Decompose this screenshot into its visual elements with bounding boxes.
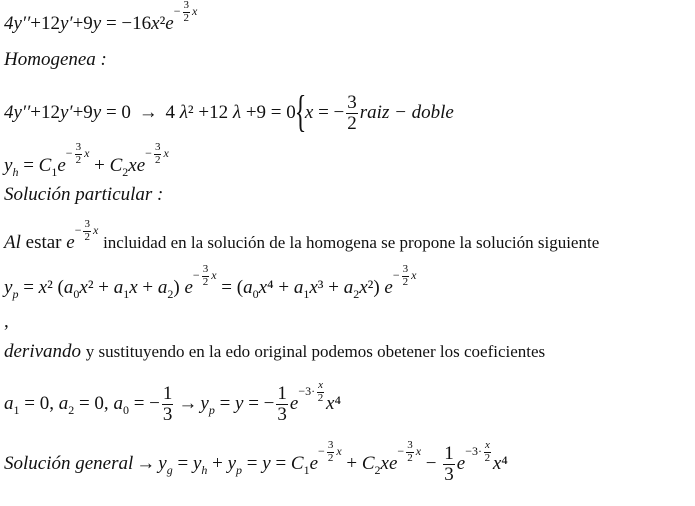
characteristic-equation: 4y′′+12y′+9y = 0 → 4 λ² +12 λ +9 = 0{x = − $\frac{3}{2}$ raiz − doble [4, 87, 454, 136]
label-homogenea: Homogenea : [4, 49, 107, 70]
left-brace: { [294, 87, 307, 136]
derivando-text: derivando y sustituyendo en la edo original podemos obetener los coeficientes [4, 341, 546, 362]
comma: , [4, 311, 9, 332]
ode-equation: 4y′′+12y′+9y = −16x²e− $\frac{3}{2}$ x [4, 0, 198, 34]
particular-solution-proposed: $y_p = x^2$ $(a_0x^2 + a_1x + a_2)$ e− $\frac{3}{2}$ $x = (a_0x^4 + a_1x^3 + a_2x^2)$ e− $\frac{3}{2}$ x [4, 263, 417, 301]
coefficients-equation: $a_1 = 0$, $a_2 = 0$, $a_0$ = − $\frac{1}{3}$ → $y_p = y$ = − $\frac{1}{3}$ e−3· $\frac{x}{2}$ x⁴ [4, 379, 342, 425]
general-solution: Solución general → $y_g = y_h + y_p = y = C_1e-$ $\frac{3}{2}$ $x + C_2xe-$ $\frac{3}{2}$ x − $\frac{1}{3}$ e−3· $\frac{x}{2}$ x⁴ [4, 439, 508, 485]
homogeneous-solution: $y_h = C_1e-$ $\frac{3}{2}$ $x + C_2xe-$ $\frac{3}{2}$ x [4, 141, 169, 179]
label-solucion-particular: Solución particular : [4, 184, 164, 205]
proposal-text: Al estar e− $\frac{3}{2}$ x incluidad en la solución de la homogena se propone la solución siguiente [4, 218, 600, 253]
